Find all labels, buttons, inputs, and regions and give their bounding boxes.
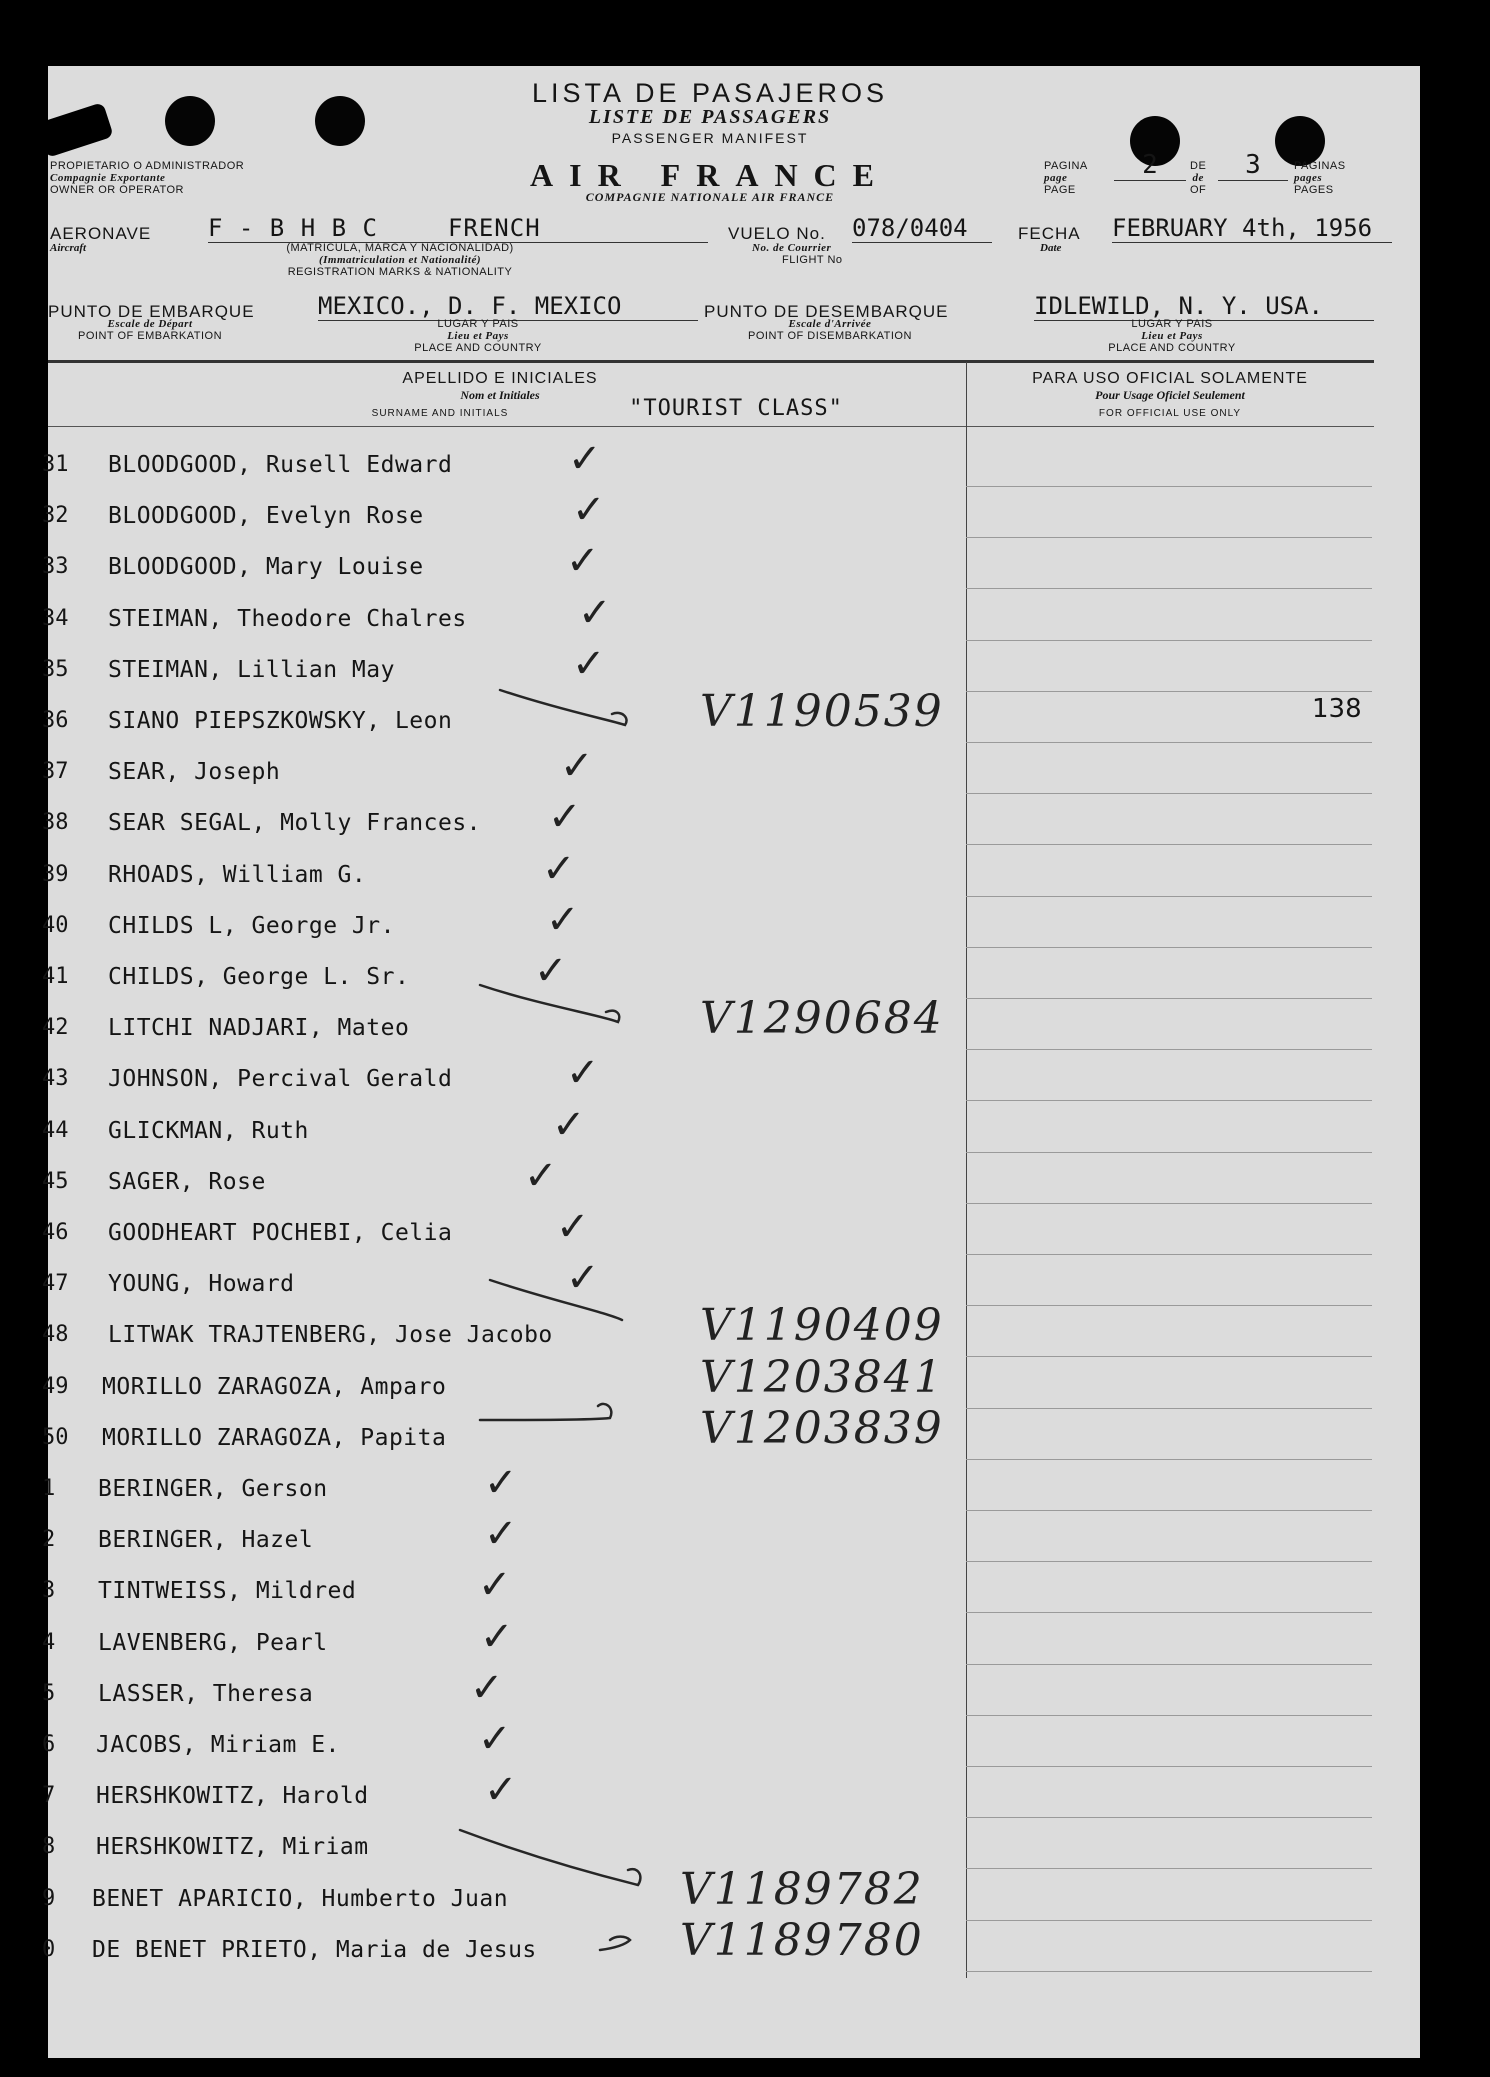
passenger-name: DE BENET PRIETO, Maria de Jesus	[92, 1936, 537, 1963]
flight-value: 078/0404	[852, 214, 992, 243]
row-number: 33	[42, 554, 69, 580]
pages-label: PAGINAS pages PAGES	[1294, 160, 1346, 196]
embark-label: PUNTO DE EMBARQUE	[48, 302, 255, 321]
passenger-name: LAVENBERG, Pearl	[98, 1629, 328, 1656]
row-number: 7	[42, 1783, 56, 1809]
passenger-name: SEAR SEGAL, Molly Frances.	[108, 810, 482, 837]
check-mark: ✓	[546, 896, 580, 943]
check-mark: ✓	[524, 1152, 558, 1199]
official-value: 138	[1312, 694, 1362, 724]
disembark-place: LUGAR Y PAIS Lieu et Pays PLACE AND COUNTRY	[1108, 318, 1236, 354]
bracket-mark	[480, 1404, 611, 1420]
passenger-name: RHOADS, William G.	[108, 861, 367, 888]
handwritten-visa-number: V1190539	[700, 686, 944, 737]
row-number: 42	[42, 1015, 69, 1041]
date-value: FEBRUARY 4th, 1956	[1112, 214, 1392, 243]
row-number: 46	[42, 1220, 69, 1245]
check-mark: ✓	[470, 1664, 504, 1711]
check-mark: ✓	[548, 794, 582, 841]
date-label-fr: Date	[1040, 242, 1062, 254]
passenger-name: LITCHI NADJARI, Mateo	[108, 1015, 410, 1042]
embark-place: LUGAR Y PAIS Lieu et Pays PLACE AND COUNTRY	[414, 318, 542, 354]
passenger-name: BENET APARICIO, Humberto Juan	[92, 1885, 509, 1912]
page-label: PAGINA page PAGE	[1044, 160, 1088, 196]
row-number: 34	[42, 605, 69, 631]
row-number: 2	[42, 1527, 56, 1553]
passenger-name: MORILLO ZARAGOZA, Papita	[102, 1424, 447, 1451]
row-number: 36	[42, 708, 69, 733]
row-number: 50	[42, 1424, 69, 1450]
check-mark: ✓	[572, 487, 606, 534]
passenger-name: CHILDS, George L. Sr.	[108, 964, 410, 990]
passenger-name: TINTWEISS, Mildred	[98, 1578, 357, 1605]
handwritten-visa-number: V1203841	[700, 1351, 944, 1403]
row-number: 4	[42, 1629, 56, 1655]
row-number: 3	[42, 1578, 56, 1604]
check-mark: ✓	[578, 589, 612, 636]
passenger-name: JACOBS, Miriam E.	[96, 1732, 340, 1758]
check-mark: ✓	[566, 538, 600, 585]
check-mark: ✓	[478, 1716, 512, 1762]
passenger-name: GLICKMAN, Ruth	[108, 1117, 309, 1144]
title-en: PASSENGER MANIFEST	[611, 130, 809, 146]
check-mark: ✓	[572, 640, 606, 687]
aircraft-value: F - B H B C FRENCH	[208, 214, 708, 243]
check-mark: ✓	[534, 948, 568, 994]
check-mark: ✓	[568, 436, 602, 482]
disembark-sub: Escale d'Arrivée POINT OF DISEMBARKATION	[748, 318, 912, 342]
aircraft-sub: (MATRICULA, MARCA Y NACIONALIDAD) (Immatriculation et Nationalité) REGISTRATION MARKS & NATIONALITY	[286, 242, 514, 278]
row-number: 1	[42, 1476, 56, 1501]
handwritten-visa-number: V1189780	[680, 1914, 924, 1966]
check-mark: ✓	[478, 1562, 512, 1609]
row-number: 45	[42, 1168, 69, 1194]
title-fr: LISTE DE PASSAGERS	[588, 106, 832, 128]
check-mark: ✓	[542, 845, 576, 892]
passenger-name: STEIMAN, Theodore Chalres	[108, 605, 467, 632]
embark-value: MEXICO., D. F. MEXICO	[318, 292, 698, 321]
row-number: 40	[42, 912, 69, 938]
check-mark: ✓	[484, 1460, 518, 1506]
row-number: 48	[42, 1322, 69, 1348]
passenger-name: SIANO PIEPSZKOWSKY, Leon	[108, 708, 453, 734]
disembark-value: IDLEWILD, N. Y. USA.	[1034, 292, 1374, 321]
handwritten-visa-number: V1203839	[700, 1402, 944, 1454]
date-label: FECHA	[1018, 224, 1081, 243]
flight-sub: No. de Courrier FLIGHT No	[752, 242, 843, 266]
col-official-header-en: FOR OFFICIAL USE ONLY	[1098, 408, 1242, 419]
passenger-name: STEIMAN, Lillian May	[108, 656, 395, 683]
col-official-header-fr: Pour Usage Oficiel Seulement	[1095, 388, 1245, 402]
check-mark: ✓	[566, 1050, 600, 1097]
handwritten-visa-number: V1290684	[700, 993, 944, 1045]
row-number: 5	[42, 1680, 56, 1706]
passenger-name: BLOODGOOD, Rusell Edward	[108, 452, 453, 478]
passenger-name: LITWAK TRAJTENBERG, Jose Jacobo	[108, 1322, 553, 1349]
check-mark: ✓	[566, 1255, 600, 1302]
row-number: 41	[42, 964, 69, 989]
row-number: 32	[42, 503, 69, 529]
passenger-name: GOODHEART POCHEBI, Celia	[108, 1220, 453, 1246]
row-number: 6	[42, 1732, 56, 1757]
passenger-name: BERINGER, Hazel	[98, 1527, 314, 1554]
row-number: 31	[42, 452, 69, 477]
row-number: 37	[42, 759, 69, 785]
row-number: 35	[42, 656, 69, 682]
passenger-name: SAGER, Rose	[108, 1168, 266, 1195]
passenger-name: BLOODGOOD, Mary Louise	[108, 554, 424, 581]
check-mark: ✓	[484, 1511, 518, 1558]
title-es: LISTA DE PASAJEROS	[531, 78, 889, 108]
row-number: 9	[42, 1885, 56, 1911]
page-number: 2	[1114, 150, 1186, 181]
row-number: 39	[42, 861, 69, 887]
handwritten-visa-number: V1189782	[680, 1863, 924, 1915]
airline-name: AIR FRANCE	[530, 157, 890, 193]
check-mark: ✓	[484, 1767, 518, 1814]
handwritten-visa-number: V1190409	[700, 1300, 944, 1352]
airline-sub: COMPAGNIE NATIONALE AIR FRANCE	[585, 190, 835, 204]
col-official-header: PARA USO OFICIAL SOLAMENTE	[1032, 370, 1308, 387]
check-mark: ✓	[480, 1613, 514, 1660]
bracket-mark	[460, 1830, 640, 1885]
passenger-name: BERINGER, Gerson	[98, 1476, 328, 1502]
passenger-name: HERSHKOWITZ, Harold	[96, 1783, 369, 1810]
check-mark: ✓	[552, 1101, 586, 1148]
passenger-name: LASSER, Theresa	[98, 1680, 314, 1707]
check-mark: ✓	[560, 743, 594, 790]
row-number: 38	[42, 810, 69, 836]
passenger-name: CHILDS L, George Jr.	[108, 912, 395, 939]
passenger-name: SEAR, Joseph	[108, 759, 281, 786]
owner-label: PROPIETARIO O ADMINISTRADOR Compagnie Exportante OWNER OR OPERATOR	[50, 160, 245, 196]
passenger-name: BLOODGOOD, Evelyn Rose	[108, 503, 424, 530]
bracket-mark	[600, 1937, 630, 1950]
passenger-name: HERSHKOWITZ, Miriam	[96, 1834, 369, 1861]
page-total: 3	[1218, 150, 1288, 181]
embark-sub: Escale de Départ POINT OF EMBARKATION	[78, 318, 223, 342]
passenger-name: YOUNG, Howard	[108, 1271, 295, 1298]
col-names-header-fr: Nom et Initiales	[460, 388, 540, 402]
row-number: 0	[42, 1936, 56, 1962]
col-names-header-en: SURNAME AND INITIALS	[371, 408, 509, 419]
col-names-header: APELLIDO E INICIALES	[402, 370, 598, 387]
disembark-label: PUNTO DE DESEMBARQUE	[704, 302, 949, 321]
row-number: 44	[42, 1117, 69, 1143]
passenger-name: MORILLO ZARAGOZA, Amparo	[102, 1373, 447, 1400]
flight-label: VUELO No.	[728, 224, 826, 243]
bracket-mark	[490, 1280, 622, 1320]
aircraft-label: AERONAVE	[50, 224, 152, 243]
bracket-mark	[480, 985, 619, 1022]
row-number: 49	[42, 1373, 69, 1399]
row-number: 47	[42, 1271, 69, 1297]
tourist-class-label: "TOURIST CLASS"	[629, 396, 843, 421]
row-number: 8	[42, 1834, 56, 1860]
of-label: DE de OF	[1190, 160, 1207, 196]
row-number: 43	[42, 1066, 69, 1092]
check-mark: ✓	[556, 1204, 590, 1250]
bracket-mark	[500, 690, 627, 725]
passenger-name: JOHNSON, Percival Gerald	[108, 1066, 453, 1093]
aircraft-label-fr: Aircraft	[50, 242, 87, 254]
